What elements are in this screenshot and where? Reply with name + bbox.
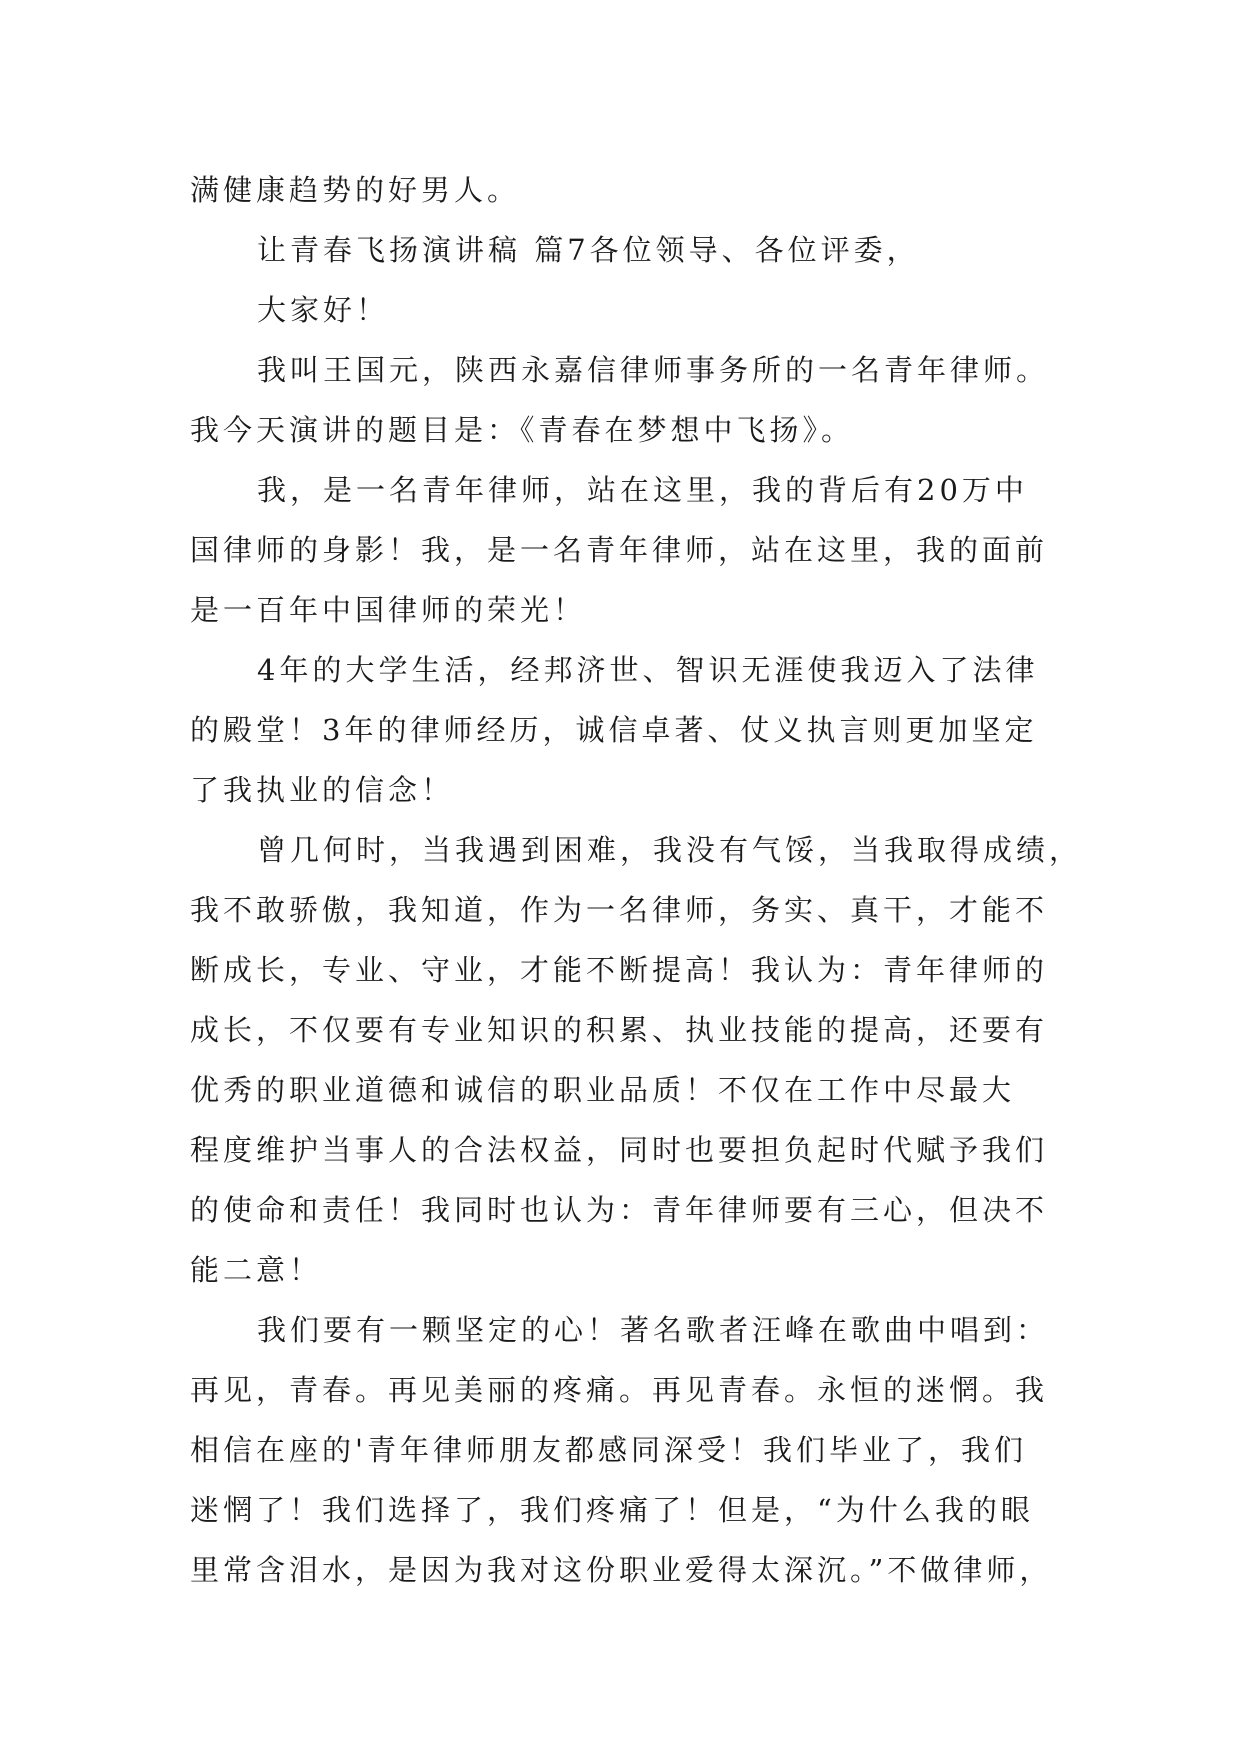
text-line: 国律师的身影！我，是一名青年律师，站在这里，我的面前: [190, 533, 1049, 567]
text-line: 我叫王国元，陕西永嘉信律师事务所的一名青年律师。: [257, 353, 1050, 387]
text-line: 我不敢骄傲，我知道，作为一名律师，务实、真干，才能不: [190, 893, 1049, 927]
text-line: 迷惘了！我们选择了，我们疼痛了！但是，“为什么我的眼: [190, 1493, 1034, 1527]
text-line: 能二意！: [190, 1253, 323, 1287]
text-line: 的殿堂！3年的律师经历，诚信卓著、仗义执言则更加坚定: [190, 713, 1038, 747]
text-line: 了我执业的信念！: [190, 773, 455, 807]
text-line: 断成长，专业、守业，才能不断提高！我认为：青年律师的: [190, 953, 1049, 987]
text-line: 我，是一名青年律师，站在这里，我的背后有20万中: [257, 473, 1028, 507]
text-line: 再见，青春。再见美丽的疼痛。再见青春。永恒的迷惘。我: [190, 1373, 1049, 1407]
text-line: 我们要有一颗坚定的心！著名歌者汪峰在歌曲中唱到：: [257, 1313, 1050, 1347]
text-line: 满健康趋势的好男人。: [190, 173, 521, 207]
text-line: 里常含泪水，是因为我对这份职业爱得太深沉。”不做律师，: [190, 1553, 1053, 1587]
text-line: 优秀的职业道德和诚信的职业品质！不仅在工作中尽最大: [190, 1073, 1016, 1107]
text-line: 的使命和责任！我同时也认为：青年律师要有三心，但决不: [190, 1193, 1049, 1227]
text-line: 4年的大学生活，经邦济世、智识无涯使我迈入了法律: [257, 653, 1039, 687]
text-line: 是一百年中国律师的荣光！: [190, 593, 587, 627]
document-body: [190, 160, 1083, 1600]
text-line: 让青春飞扬演讲稿 篇7各位领导、各位评委，: [257, 233, 920, 267]
text-line: 成长，不仅要有专业知识的积累、执业技能的提高，还要有: [190, 1013, 1049, 1047]
text-line: 程度维护当事人的合法权益，同时也要担负起时代赋予我们: [190, 1133, 1049, 1167]
text-line: 相信在座的'青年律师朋友都感同深受！我们毕业了，我们: [190, 1433, 1027, 1467]
text-line: 大家好！: [257, 293, 390, 327]
text-line: 我今天演讲的题目是：《青春在梦想中飞扬》。: [190, 413, 855, 447]
text-line: 曾几何时，当我遇到困难，我没有气馁，当我取得成绩，: [257, 833, 1083, 867]
